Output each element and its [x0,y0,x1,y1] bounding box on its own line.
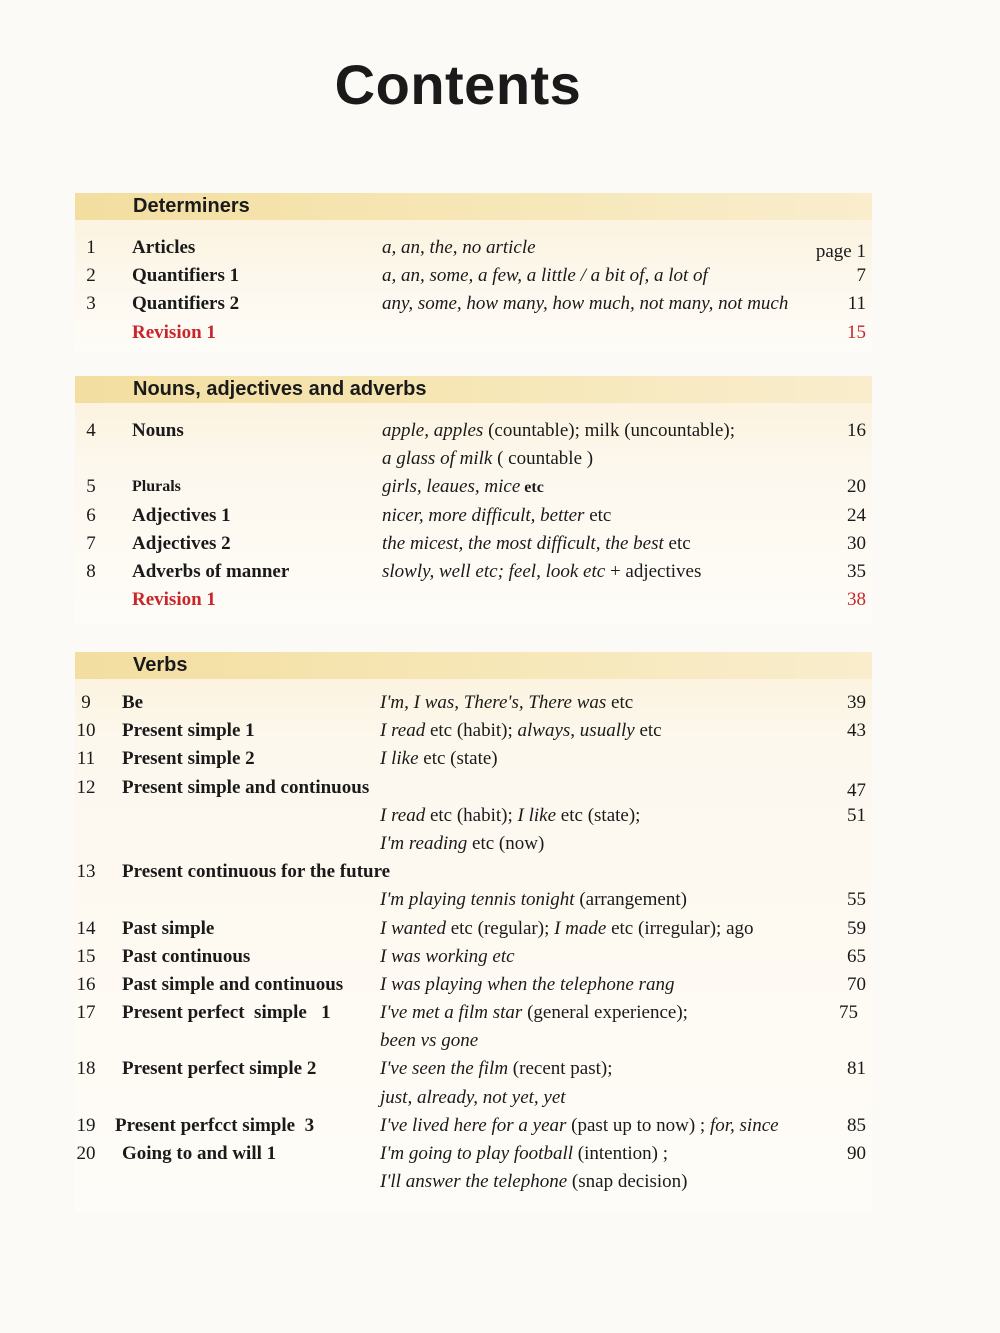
toc-row-continued [75,445,872,473]
page-number: 15 [847,321,866,343]
unit-number: 2 [86,265,96,287]
page-number: 20 [847,476,866,498]
unit-number: 19 [76,1114,96,1136]
toc-row [75,915,872,943]
toc-row [75,234,872,262]
unit-title: Adverbs of manner [132,560,290,582]
page-number: 81 [847,1058,866,1080]
unit-title: Adjectives 1 [132,504,231,526]
unit-description: the micest, the most difficult, the best etc [382,532,691,554]
section-heading: Nouns, adjectives and adverbs [75,376,872,403]
unit-number: 17 [76,1002,96,1024]
unit-number: 20 [76,1143,96,1164]
page-number: 65 [847,945,866,967]
unit-number: 8 [86,560,96,582]
unit-description: I'll answer the telephone (snap decision) [380,1171,688,1193]
revision-title: Revision 1 [132,321,216,343]
toc-row [75,717,872,745]
toc-row [75,689,872,717]
unit-description: just, already, not yet, yet [380,1086,566,1108]
unit-title: Present simple and continuous [122,776,370,798]
unit-number: 3 [86,293,96,315]
unit-number: 15 [76,945,96,967]
unit-title: Nouns [132,420,184,441]
unit-title: Past simple and continuous [122,973,344,995]
unit-title: Present perfcct simple 3 [115,1114,315,1136]
unit-description: a glass of milk ( countable ) [382,448,594,470]
section-heading: Determiners [75,193,872,220]
unit-title: Past simple [122,917,215,939]
section-nouns-adjectives-adverbs [75,376,872,624]
unit-title: Plurals [132,478,181,496]
unit-description: I'm reading etc (now) [380,832,545,854]
page-number: 39 [847,692,866,713]
page-title: Contents [334,53,582,116]
toc-row-revision [75,319,872,347]
unit-number: 7 [86,532,96,554]
page-number: 38 [847,589,866,611]
unit-description: a, an, some, a few, a little / a bit of, a lot of [382,265,708,287]
toc-row [75,1055,872,1083]
toc-row [75,1112,872,1140]
unit-description: I was playing when the telephone rang [380,973,675,995]
unit-number: 13 [76,861,96,883]
page-number: 16 [847,420,866,441]
page-number: 90 [847,1143,866,1164]
unit-description: I've met a film star (general experience); [380,1002,688,1024]
unit-title: Quantifiers 2 [132,293,240,315]
unit-description: I'm playing tennis tonight (arrangement) [380,889,687,911]
toc-row [75,558,872,586]
unit-title: Be [122,692,144,713]
page-number: 51 [847,804,866,826]
toc-row [75,262,872,290]
toc-row [75,745,872,773]
page-number: 55 [847,889,866,911]
toc-row-continued [75,802,872,830]
page-number: 24 [847,504,866,526]
page-number: 35 [847,560,866,582]
unit-number: 5 [86,476,96,498]
toc-row [75,502,872,530]
page-number: 59 [847,917,866,939]
unit-number: 18 [76,1058,96,1080]
page-number: page 1 [815,241,866,262]
page-number: 43 [847,720,866,742]
unit-description: I read etc (habit); always, usually etc [380,720,662,742]
unit-description: girls, leaues, mice etc [382,476,544,498]
toc-row-revision [75,586,872,614]
unit-title: Present simple 2 [122,748,255,770]
unit-title: Past continuous [122,945,251,967]
revision-title: Revision 1 [132,589,216,611]
toc-row-continued [75,1027,872,1055]
page-number: 11 [847,293,866,315]
toc-row [75,943,872,971]
toc-row-continued [75,830,872,858]
toc-row [75,774,872,802]
unit-title: Articles [132,237,196,258]
toc-row-continued [75,1168,872,1196]
toc-row [75,858,872,886]
unit-number: 12 [76,776,96,798]
unit-number: 1 [86,237,96,258]
unit-description: been vs gone [380,1030,479,1052]
page-number: 47 [847,779,866,801]
unit-description: I wanted etc (regular); I made etc (irregular); ago [380,917,754,939]
page-number: 70 [847,973,866,995]
unit-title: Present perfect simple 1 [122,1002,331,1024]
page-number: 30 [847,532,866,554]
section-verbs [75,652,872,1212]
unit-description: any, some, how many, how much, not many, not much [382,293,789,315]
unit-description: I'm, I was, There's, There was etc [380,692,634,713]
unit-number: 9 [81,692,91,713]
unit-number: 11 [76,748,96,770]
unit-description: I was working etc [380,945,515,967]
unit-description: slowly, well etc; feel, look etc + adjectives [382,560,702,582]
unit-description: I like etc (state) [380,748,498,770]
toc-row-continued [75,1084,872,1112]
unit-number: 4 [86,420,96,441]
section-heading: Verbs [75,652,872,679]
unit-description: nicer, more difficult, better etc [382,504,612,526]
unit-description: a, an, the, no article [382,237,536,258]
unit-description: I've seen the film (recent past); [380,1058,613,1080]
page-number: 75 [839,1002,858,1024]
unit-number: 16 [76,973,96,995]
unit-description: I've lived here for a year (past up to now) ; for, since [380,1114,779,1136]
unit-description: apple, apples (countable); milk (uncountable); [382,420,735,441]
unit-title: Present continuous for the future [122,861,391,883]
unit-description: I'm going to play football (intention) ; [380,1143,668,1164]
page-number: 7 [856,265,866,287]
unit-title: Going to and will 1 [122,1143,277,1164]
unit-description: I read etc (habit); I like etc (state); [380,804,641,826]
unit-number: 14 [76,917,96,939]
unit-title: Quantifiers 1 [132,265,240,287]
unit-number: 6 [86,504,96,526]
toc-row [75,473,872,501]
unit-title: Present simple 1 [122,720,255,742]
unit-number: 10 [76,720,96,742]
section-determiners [75,193,872,353]
toc-row [75,530,872,558]
unit-title: Present perfect simple 2 [122,1058,317,1080]
page-number: 85 [847,1114,866,1136]
toc-row [75,971,872,999]
toc-row [75,417,872,445]
unit-title: Adjectives 2 [132,532,231,554]
toc-row [75,1140,872,1168]
toc-row [75,999,872,1027]
toc-row-continued [75,886,872,914]
toc-row [75,290,872,318]
